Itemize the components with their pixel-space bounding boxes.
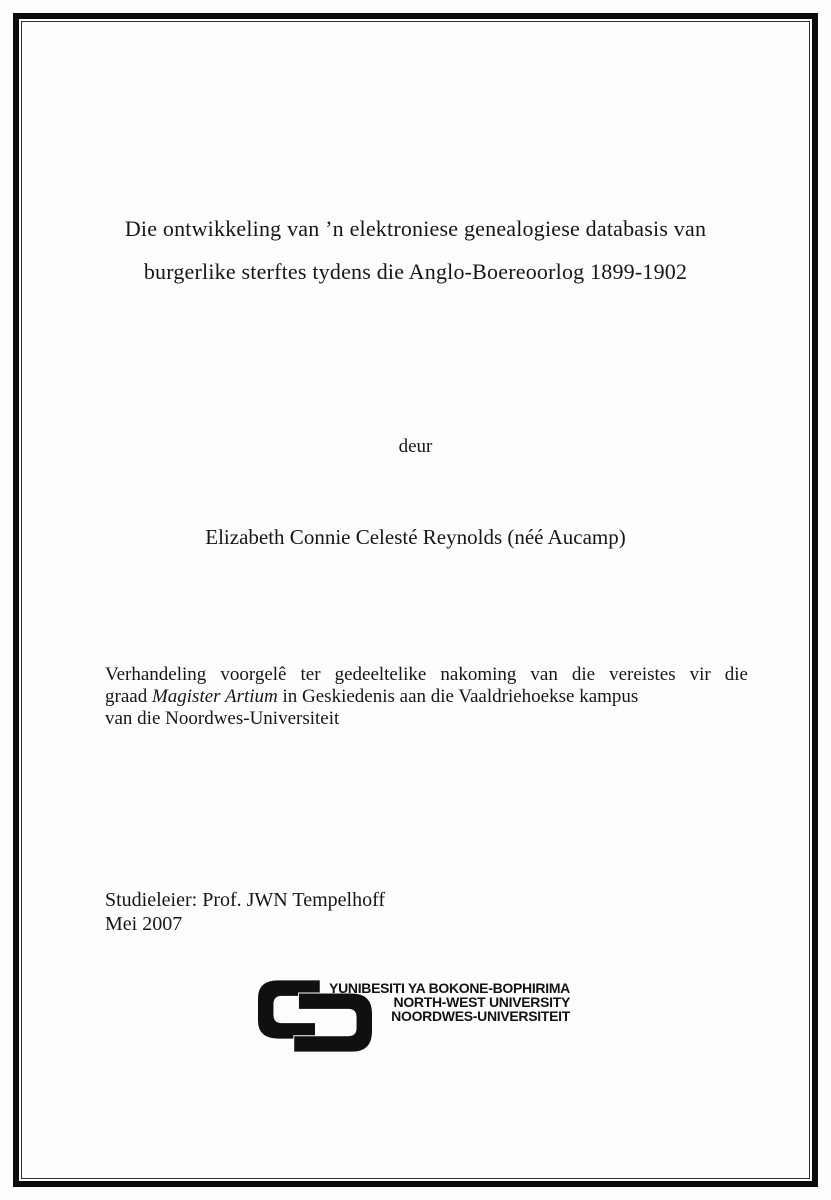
logo-line-english: NORTH-WEST UNIVERSITY <box>393 994 570 1011</box>
statement-line-2 <box>105 686 748 708</box>
title-line-1: Die ontwikkeling van ’n elektroniese genealogiese databasis van <box>124 216 707 241</box>
statement-line-1: Verhandeling voorgelê ter gedeeltelike nakoming van die vereistes vir die <box>105 664 748 685</box>
statement-line-2-prefix: graad <box>105 686 152 707</box>
supervisor-line: Studieleier: Prof. JWN Tempelhoff <box>105 889 386 911</box>
byline: deur <box>398 436 433 457</box>
degree-statement <box>105 664 748 730</box>
supervisor-block <box>105 888 385 936</box>
statement-line-3: van die Noordwes-Universiteit <box>105 708 340 729</box>
logo-line-afrikaans: NOORDWES-UNIVERSITEIT <box>391 1008 570 1025</box>
thesis-title <box>60 207 771 293</box>
logo-line-setswana: YUNIBESITI YA BOKONE-BOPHIRIMA <box>329 980 570 996</box>
statement-line-2-suffix: in Geskiedenis aan die Vaaldriehoekse kampus <box>277 686 639 707</box>
author-name: Elizabeth Connie Celesté Reynolds (néé Aucamp) <box>205 525 626 549</box>
university-logo-text <box>329 981 570 1024</box>
date-line: Mei 2007 <box>105 913 183 935</box>
statement-degree-italic: Magister Artium <box>151 686 278 707</box>
title-line-2: burgerlike sterftes tydens die Anglo-Boereoorlog 1899-1902 <box>143 259 688 284</box>
